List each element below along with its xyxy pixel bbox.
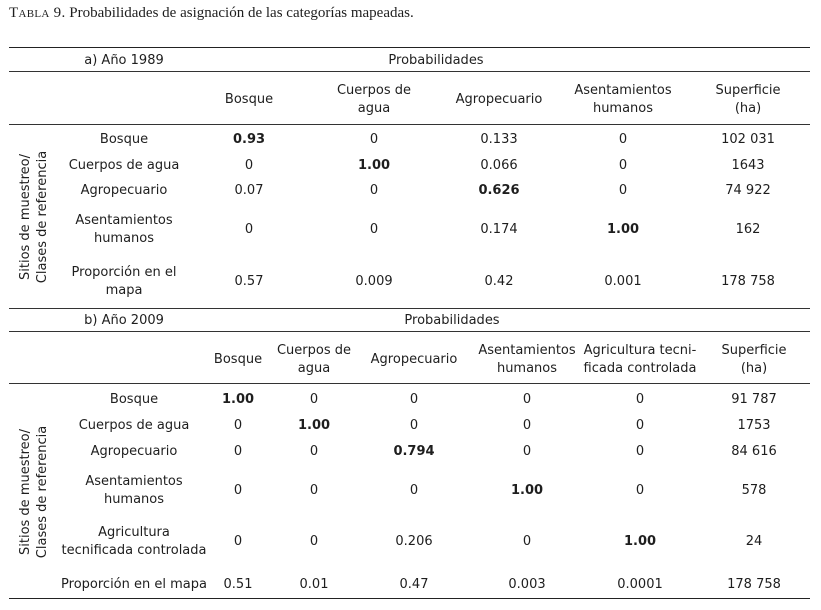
table-1989-col-superficie-ha-line: (ha) bbox=[734, 101, 762, 116]
table-2009-cell-line: 84 616 bbox=[731, 444, 777, 459]
table-1989-cell bbox=[619, 182, 627, 200]
table-2009-title-line: b) Año 2009 bbox=[84, 313, 164, 328]
table-2009-col-asentamientos-humanos-line: Asentamientos bbox=[478, 343, 576, 358]
table-1989-row-label-bosque bbox=[100, 131, 148, 149]
table-1989-group-header bbox=[388, 52, 483, 70]
table-2009-col-cuerpos-de-agua-line: agua bbox=[297, 361, 331, 376]
table-2009-cell-line: 0 bbox=[635, 444, 645, 459]
table-1989-cell bbox=[480, 131, 517, 149]
table-1989-cell-line: 74 922 bbox=[725, 183, 771, 198]
table-2009-col-agricultura-tecni-ficada-controlada bbox=[584, 342, 697, 378]
table-2009-group-header-line: Probabilidades bbox=[404, 313, 500, 328]
table-1989-cell bbox=[619, 157, 627, 175]
table-1989-cell-line: 0 bbox=[244, 222, 254, 237]
table-1989-row-label-cuerpos-de-agua bbox=[69, 157, 180, 175]
table-2009-cell-line: 0 bbox=[233, 444, 243, 459]
section-rule bbox=[9, 308, 810, 309]
table-2009-cell bbox=[234, 482, 242, 500]
table-1989-cell bbox=[235, 273, 264, 291]
table-2009-cell bbox=[410, 417, 418, 435]
table-1989-cell bbox=[607, 221, 639, 239]
table-1989-row-label-asentamientos-humanos-line: Asentamientos bbox=[75, 213, 173, 228]
table-2009-cell bbox=[222, 391, 254, 409]
header-rule-2009 bbox=[9, 383, 810, 384]
table-2009-cell bbox=[523, 417, 531, 435]
table-1989-cell bbox=[370, 182, 378, 200]
table-2009-row-label-bosque-line: Bosque bbox=[109, 392, 159, 407]
table-1989-row-label-cuerpos-de-agua-line: Cuerpos de agua bbox=[68, 158, 180, 173]
table-2009-row-label-proporci-n-en-el-mapa-line: Proporción en el mapa bbox=[61, 577, 207, 592]
table-1989-col-cuerpos-de-agua-line: Cuerpos de bbox=[336, 83, 412, 98]
table-1989-col-asentamientos-humanos-line: Asentamientos bbox=[574, 83, 672, 98]
table-1989-cell-line: 0 bbox=[369, 222, 379, 237]
table-1989-cell bbox=[478, 182, 519, 200]
table-1989-row-label-agropecuario-line: Agropecuario bbox=[80, 183, 168, 198]
table-2009-cell-line: 1.00 bbox=[221, 392, 255, 407]
table-2009-cell bbox=[300, 576, 329, 594]
top-rule-1989 bbox=[9, 47, 810, 48]
table-2009-title bbox=[84, 312, 164, 330]
table-2009-cell-line: 0 bbox=[233, 418, 243, 433]
table-1989-cell bbox=[736, 221, 761, 239]
table-1989-cell-line: 0.001 bbox=[604, 274, 642, 289]
table-2009-cell bbox=[508, 576, 545, 594]
table-2009-cell bbox=[400, 576, 429, 594]
table-1989-cell-line: 0 bbox=[369, 132, 379, 147]
table-2009-cell bbox=[234, 443, 242, 461]
table-2009-cell-line: 0 bbox=[233, 534, 243, 549]
table-2009-cell bbox=[393, 443, 434, 461]
table-2009-cell bbox=[310, 391, 318, 409]
table-1989-cell bbox=[721, 273, 775, 291]
table-2009-cell bbox=[224, 576, 253, 594]
table-2009-row-label-agropecuario-line: Agropecuario bbox=[90, 444, 178, 459]
table-1989-cell bbox=[731, 157, 764, 175]
table-1989-cell bbox=[370, 221, 378, 239]
table-2009-cell bbox=[523, 533, 531, 551]
table-1989-cell-line: 0.57 bbox=[234, 274, 264, 289]
table-1989-cell-line: 162 bbox=[735, 222, 761, 237]
table-2009-cell bbox=[636, 443, 644, 461]
caption-label: Tabla 9. bbox=[9, 5, 66, 21]
table-2009-cell bbox=[310, 482, 318, 500]
table-1989-cell bbox=[370, 131, 378, 149]
table-2009-side-label: Sitios de muestreo/ Clases de referencia bbox=[18, 425, 50, 559]
bottom-rule bbox=[9, 598, 810, 599]
table-2009-row-label-bosque bbox=[110, 391, 158, 409]
table-2009-cell bbox=[731, 443, 777, 461]
table-1989-col-asentamientos-humanos-line: humanos bbox=[592, 101, 654, 116]
table-2009-cell-line: 1.00 bbox=[297, 418, 331, 433]
table-1989-row-label-proporci-n-en-el-mapa bbox=[72, 264, 177, 300]
table-2009-col-bosque-line: Bosque bbox=[213, 352, 263, 367]
table-1989-cell bbox=[480, 157, 517, 175]
table-2009-row-label-asentamientos-humanos-line: Asentamientos bbox=[85, 474, 183, 489]
table-2009-col-superficie-ha-line: Superficie bbox=[721, 343, 787, 358]
table-2009-cell-line: 0 bbox=[522, 534, 532, 549]
table-2009-cell bbox=[624, 533, 656, 551]
caption-text: Probabilidades de asignación de las categorías mapeadas. bbox=[69, 5, 414, 21]
table-2009-cell-line: 0.794 bbox=[393, 444, 435, 459]
table-2009-cell-line: 178 758 bbox=[727, 577, 781, 592]
table-1989-col-asentamientos-humanos bbox=[574, 82, 671, 118]
table-2009-cell-line: 1753 bbox=[737, 418, 771, 433]
table-1989-cell bbox=[604, 273, 641, 291]
table-2009-cell-line: 0.206 bbox=[395, 534, 433, 549]
table-1989-cell-line: 1643 bbox=[731, 158, 765, 173]
table-1989-cell-line: 0 bbox=[369, 183, 379, 198]
table-2009-cell-line: 0 bbox=[409, 418, 419, 433]
table-2009-row-label-cuerpos-de-agua-line: Cuerpos de agua bbox=[78, 418, 190, 433]
table-caption bbox=[9, 5, 414, 22]
table-1989-cell bbox=[245, 221, 253, 239]
table-2009-cell bbox=[234, 417, 242, 435]
table-2009-cell bbox=[742, 482, 767, 500]
table-2009-cell bbox=[410, 482, 418, 500]
table-1989-cell bbox=[235, 182, 264, 200]
table-2009-cell-line: 1.00 bbox=[510, 483, 544, 498]
table-2009-cell-line: 91 787 bbox=[731, 392, 777, 407]
table-1989-col-cuerpos-de-agua-line: agua bbox=[357, 101, 391, 116]
table-2009-cell bbox=[523, 443, 531, 461]
table-2009-cell bbox=[234, 533, 242, 551]
table-2009-cell-line: 0 bbox=[635, 418, 645, 433]
table-1989-cell-line: 0.009 bbox=[355, 274, 393, 289]
table-2009-cell-line: 0 bbox=[233, 483, 243, 498]
table-2009-cell bbox=[310, 443, 318, 461]
table-2009-col-agropecuario bbox=[371, 351, 458, 369]
table-1989-cell-line: 1.00 bbox=[357, 158, 391, 173]
table-2009-row-label-asentamientos-humanos-line: humanos bbox=[103, 492, 165, 507]
table-2009-cell-line: 0.51 bbox=[223, 577, 253, 592]
table-1989-cell bbox=[233, 131, 265, 149]
table-1989-row-label-agropecuario bbox=[81, 182, 168, 200]
table-2009-row-label-asentamientos-humanos bbox=[85, 473, 182, 509]
table-1989-cell bbox=[355, 273, 392, 291]
table-2009-cell-line: 0 bbox=[635, 392, 645, 407]
table-1989-cell-line: 0.93 bbox=[232, 132, 266, 147]
table-1989-cell bbox=[358, 157, 390, 175]
table-2009-cell bbox=[395, 533, 432, 551]
table-2009-cell bbox=[523, 391, 531, 409]
table-2009-cell bbox=[617, 576, 663, 594]
table-2009-cell bbox=[636, 417, 644, 435]
table-1989-cell-line: 178 758 bbox=[721, 274, 775, 289]
header-rule-1989 bbox=[9, 124, 810, 125]
table-2009-cell-line: 0.003 bbox=[508, 577, 546, 592]
table-1989-cell-line: 1.00 bbox=[606, 222, 640, 237]
table-1989-row-label-asentamientos-humanos bbox=[75, 212, 172, 248]
table-1989-col-agropecuario-line: Agropecuario bbox=[455, 92, 543, 107]
table-2009-row-label-agricultura-tecnificada-controlada bbox=[62, 524, 207, 560]
table-2009-col-asentamientos-humanos bbox=[478, 342, 575, 378]
table-1989-cell-line: 0.42 bbox=[484, 274, 514, 289]
table-2009-col-superficie-ha bbox=[721, 342, 786, 378]
table-1989-cell-line: 0 bbox=[618, 183, 628, 198]
table-2009-group-header bbox=[404, 312, 499, 330]
table-2009-cell-line: 0.0001 bbox=[617, 577, 663, 592]
table-2009-cell-line: 0 bbox=[309, 444, 319, 459]
table-1989-cell bbox=[480, 221, 517, 239]
table-1989-cell-line: 0.626 bbox=[478, 183, 520, 198]
table-1989-col-bosque-line: Bosque bbox=[224, 92, 274, 107]
table-2009-cell bbox=[636, 391, 644, 409]
table-2009-cell-line: 0 bbox=[522, 392, 532, 407]
table-1989-cell bbox=[485, 273, 514, 291]
table-2009-col-agropecuario-line: Agropecuario bbox=[370, 352, 458, 367]
table-1989-cell bbox=[721, 131, 775, 149]
table-1989-row-label-bosque-line: Bosque bbox=[99, 132, 149, 147]
subheader-rule-1989 bbox=[9, 71, 810, 72]
table-1989-col-bosque bbox=[225, 91, 273, 109]
table-2009-col-bosque bbox=[214, 351, 262, 369]
table-2009-cell bbox=[511, 482, 543, 500]
table-2009-row-label-agropecuario bbox=[91, 443, 178, 461]
table-1989-cell-line: 0 bbox=[618, 132, 628, 147]
table-1989-cell bbox=[245, 157, 253, 175]
table-2009-cell bbox=[310, 533, 318, 551]
table-2009-row-label-cuerpos-de-agua bbox=[79, 417, 190, 435]
table-1989-cell-line: 0.07 bbox=[234, 183, 264, 198]
table-1989-cell-line: 102 031 bbox=[721, 132, 775, 147]
table-1989-col-agropecuario bbox=[456, 91, 543, 109]
table-2009-col-cuerpos-de-agua-line: Cuerpos de bbox=[276, 343, 352, 358]
table-2009-col-asentamientos-humanos-line: humanos bbox=[496, 361, 558, 376]
table-2009-cell-line: 0 bbox=[522, 444, 532, 459]
table-1989-row-label-proporci-n-en-el-mapa-line: Proporción en el bbox=[71, 265, 177, 280]
table-2009-cell bbox=[731, 391, 777, 409]
table-2009-cell bbox=[298, 417, 330, 435]
table-2009-cell-line: 0 bbox=[309, 534, 319, 549]
table-2009-cell bbox=[636, 482, 644, 500]
table-2009-col-superficie-ha-line: (ha) bbox=[740, 361, 768, 376]
table-2009-cell-line: 0.47 bbox=[399, 577, 429, 592]
table-2009-cell-line: 0 bbox=[409, 483, 419, 498]
table-1989-cell bbox=[725, 182, 771, 200]
table-2009-cell-line: 24 bbox=[745, 534, 763, 549]
table-1989-col-cuerpos-de-agua bbox=[337, 82, 411, 118]
table-2009-col-agricultura-tecni-ficada-controlada-line: Agricultura tecni- bbox=[583, 343, 697, 358]
table-1989-side-label: Sitios de muestreo/ Clases de referencia bbox=[18, 150, 50, 284]
table-2009-col-agricultura-tecni-ficada-controlada-line: ficada controlada bbox=[583, 361, 697, 376]
table-2009-cell-line: 0 bbox=[409, 392, 419, 407]
table-2009-row-label-proporci-n-en-el-mapa bbox=[61, 576, 207, 594]
table-2009-cell-line: 0 bbox=[522, 418, 532, 433]
table-2009-cell-line: 1.00 bbox=[623, 534, 657, 549]
table-1989-title-line: a) Año 1989 bbox=[84, 53, 164, 68]
table-1989-cell-line: 0 bbox=[618, 158, 628, 173]
table-2009-row-label-agricultura-tecnificada-controlada-line: tecnificada controlada bbox=[61, 543, 207, 558]
table-2009-cell-line: 0.01 bbox=[299, 577, 329, 592]
table-1989-group-header-line: Probabilidades bbox=[388, 53, 484, 68]
table-1989-cell-line: 0.066 bbox=[480, 158, 518, 173]
table-2009-cell-line: 0 bbox=[309, 483, 319, 498]
table-1989-row-label-asentamientos-humanos-line: humanos bbox=[93, 231, 155, 246]
table-1989-row-label-proporci-n-en-el-mapa-line: mapa bbox=[105, 283, 143, 298]
subheader-rule-2009 bbox=[9, 331, 810, 332]
table-2009-cell bbox=[727, 576, 781, 594]
table-1989-col-superficie-ha bbox=[715, 82, 780, 118]
table-2009-cell bbox=[410, 391, 418, 409]
table-2009-cell-line: 0 bbox=[309, 392, 319, 407]
table-2009-cell bbox=[746, 533, 763, 551]
table-2009-row-label-agricultura-tecnificada-controlada-line: Agricultura bbox=[98, 525, 170, 540]
table-1989-col-superficie-ha-line: Superficie bbox=[715, 83, 781, 98]
table-2009-cell bbox=[737, 417, 770, 435]
table-1989-cell-line: 0.174 bbox=[480, 222, 518, 237]
table-2009-cell-line: 578 bbox=[741, 483, 767, 498]
table-1989-cell-line: 0 bbox=[244, 158, 254, 173]
table-1989-cell-line: 0.133 bbox=[480, 132, 518, 147]
table-1989-cell bbox=[619, 131, 627, 149]
table-1989-title bbox=[84, 52, 163, 70]
table-2009-cell-line: 0 bbox=[635, 483, 645, 498]
table-2009-col-cuerpos-de-agua bbox=[277, 342, 351, 378]
